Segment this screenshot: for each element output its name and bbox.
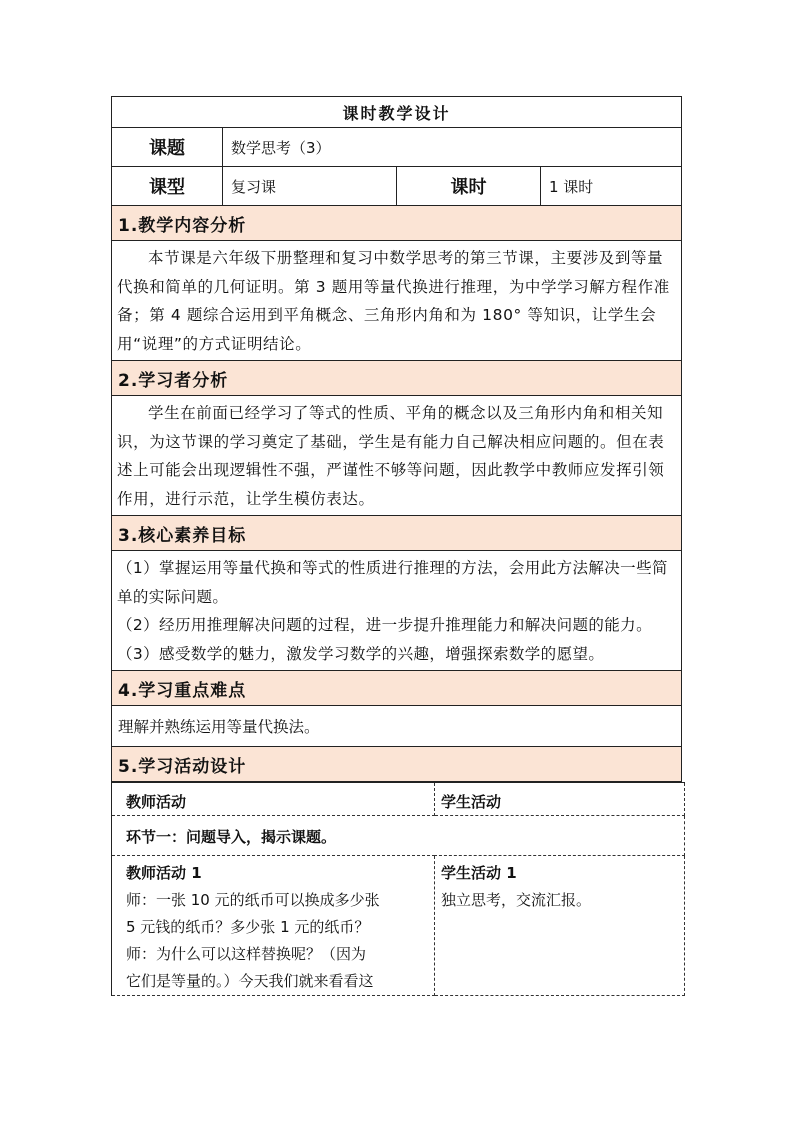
document-title: 课时教学设计 <box>112 97 682 128</box>
student-activity-title: 学生活动 1 <box>441 864 517 882</box>
teacher-activity-title: 教师活动 1 <box>126 864 202 882</box>
activities-table-wrap <box>111 782 684 996</box>
lesson-type-value: 复习课 <box>223 167 397 206</box>
teacher-line-2: 5 元钱的纸币？多少张 1 元的纸币？ <box>126 918 370 936</box>
goal-item-2: （2）经历用推理解决问题的过程，进一步提升推理能力和解决问题的能力。 <box>117 616 652 634</box>
section-learner-analysis-heading: 2.学习者分析 <box>112 361 682 396</box>
key-points-text: 理解并熟练运用等量代换法。 <box>112 706 682 747</box>
teacher-activity-cell <box>112 856 435 996</box>
period-label: 课时 <box>397 167 541 206</box>
lesson-design-document <box>111 96 681 996</box>
teacher-activity-header: 教师活动 <box>112 783 435 816</box>
section-key-points-heading: 4.学习重点难点 <box>112 671 682 706</box>
student-activity-header: 学生活动 <box>435 783 685 816</box>
content-analysis-text: 本节课是六年级下册整理和复习中数学思考的第三节课，主要涉及到等量代换和简单的几何证明。第 3 题用等量代换进行推理，为中学学习解方程作准备；第 4 题综合运用到平角概念、三角形内角和为 180° 等知识，让学生会用“说理”的方式证明结论。 <box>112 241 682 361</box>
topic-label: 课题 <box>112 128 223 167</box>
stage-one-heading: 环节一：问题导入，揭示课题。 <box>112 816 685 856</box>
teacher-line-1: 师：一张 10 元的纸币可以换成多少张 <box>126 891 380 909</box>
topic-value: 数学思考（3） <box>223 128 682 167</box>
goal-item-3: （3）感受数学的魅力，激发学习数学的兴趣，增强探索数学的愿望。 <box>117 644 605 663</box>
section-core-goals-heading: 3.核心素养目标 <box>112 516 682 551</box>
learner-analysis-text: 学生在前面已经学习了等式的性质、平角的概念以及三角形内角和相关知识，为这节课的学习奠定了基础，学生是有能力自己解决相应问题的。但在表述上可能会出现逻辑性不强，严谨性不够等问题，因此教学中教师应发挥引领作用，进行示范，让学生模仿表达。 <box>112 396 682 516</box>
section-activities-heading: 5.学习活动设计 <box>112 747 682 782</box>
student-activity-cell <box>435 856 685 996</box>
teacher-line-3: 师：为什么可以这样替换呢？（因为 <box>126 945 367 963</box>
lesson-info-table <box>111 96 682 782</box>
core-goals-list <box>112 551 682 671</box>
activities-table <box>111 782 685 996</box>
student-activity-text: 独立思考，交流汇报。 <box>441 891 592 909</box>
teacher-line-4: 它们是等量的。）今天我们就来看看这 <box>126 972 374 990</box>
period-value: 1 课时 <box>541 167 682 206</box>
goal-item-1: （1）掌握运用等量代换和等式的性质进行推理的方法，会用此方法解决一些简单的实际问题。 <box>117 559 668 606</box>
section-content-analysis-heading: 1.教学内容分析 <box>112 206 682 241</box>
lesson-type-label: 课型 <box>112 167 223 206</box>
